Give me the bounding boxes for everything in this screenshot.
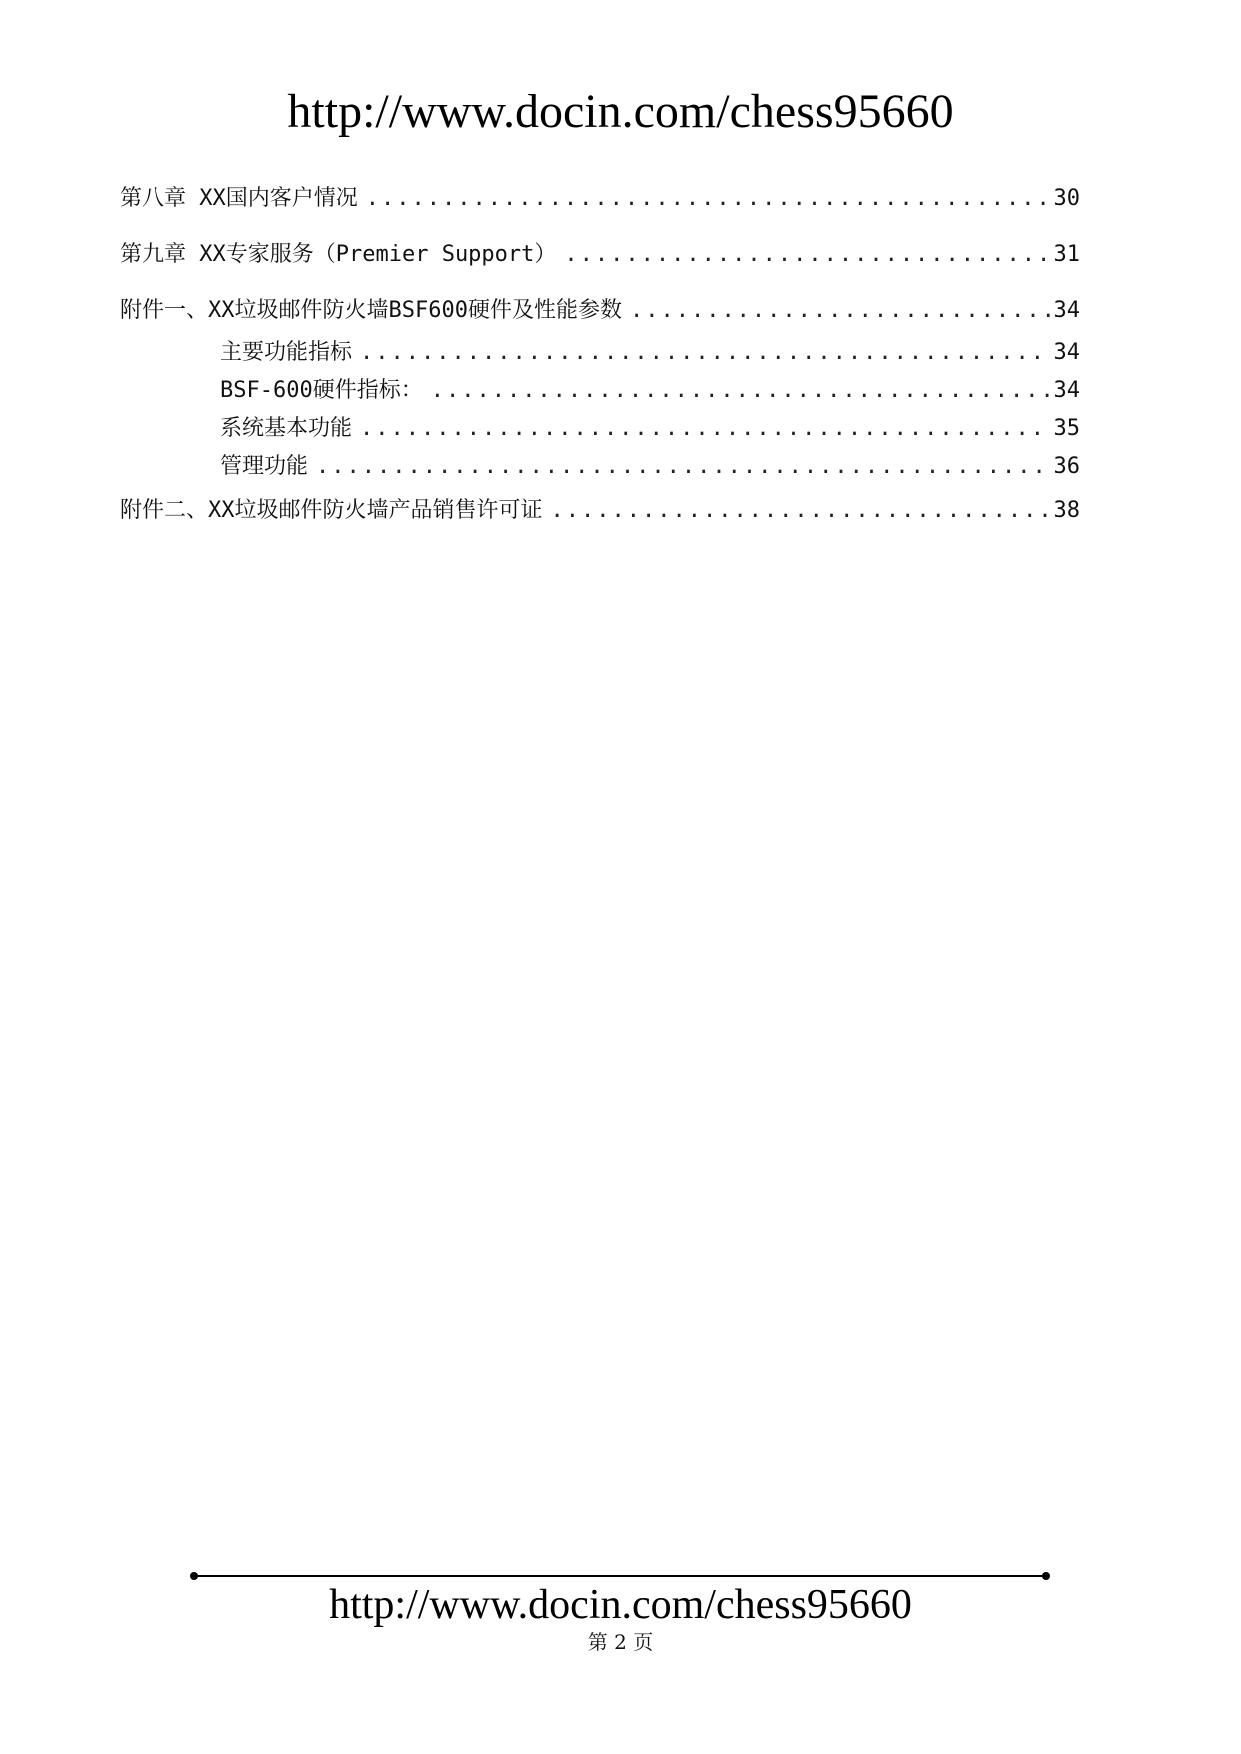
toc-entry-basic-functions[interactable] (220, 410, 1080, 448)
toc-entry-title: 主要功能指标 (220, 340, 353, 365)
toc-entry-hardware-metrics[interactable] (220, 372, 1080, 410)
divider-end-dot (1042, 1572, 1050, 1580)
toc-leader-dots (366, 180, 1050, 218)
toc-leader-dots (316, 448, 1050, 486)
toc-entry-title: 第八章 XX国内客户情况 (120, 186, 358, 211)
toc-entry-title: 附件一、XX垃圾邮件防火墙BSF600硬件及性能参数 (120, 298, 622, 323)
table-of-contents (120, 180, 1080, 548)
toc-entry-page: 38 (1053, 498, 1080, 523)
toc-entry-management-functions[interactable] (220, 448, 1080, 486)
toc-entry-page: 30 (1053, 186, 1080, 211)
toc-entry-page: 34 (1053, 298, 1080, 323)
header-url: http://www.docin.com/chess95660 (287, 85, 954, 138)
page-number: 第 2 页 (587, 1630, 654, 1654)
toc-entry-title: 附件二、XX垃圾邮件防火墙产品销售许可证 (120, 498, 543, 523)
toc-entry-title: BSF-600硬件指标： (220, 378, 423, 403)
toc-entry-page: 34 (1053, 340, 1080, 365)
toc-leader-dots (551, 492, 1051, 530)
toc-entry-page: 35 (1053, 416, 1080, 441)
toc-entry-page: 36 (1053, 454, 1080, 479)
toc-entry-appendix-2[interactable] (120, 492, 1080, 530)
toc-entry-title: 系统基本功能 (220, 416, 353, 441)
toc-leader-dots (431, 372, 1050, 410)
toc-leader-dots (564, 236, 1050, 274)
toc-entry-title: 第九章 XX专家服务（Premier Support） (120, 242, 557, 267)
divider-line (194, 1575, 1046, 1577)
toc-entry-appendix-1[interactable] (120, 292, 1080, 330)
toc-leader-dots (360, 410, 1050, 448)
toc-entry-chapter-8[interactable] (120, 180, 1080, 218)
footer-url: http://www.docin.com/chess95660 (329, 1582, 912, 1628)
toc-leader-dots (360, 334, 1050, 372)
toc-leader-dots (630, 292, 1050, 330)
toc-entry-page: 31 (1053, 242, 1080, 267)
toc-entry-title: 管理功能 (220, 454, 309, 479)
toc-entry-page: 34 (1053, 378, 1080, 403)
toc-entry-main-function-metrics[interactable] (220, 334, 1080, 372)
toc-entry-chapter-9[interactable] (120, 236, 1080, 274)
